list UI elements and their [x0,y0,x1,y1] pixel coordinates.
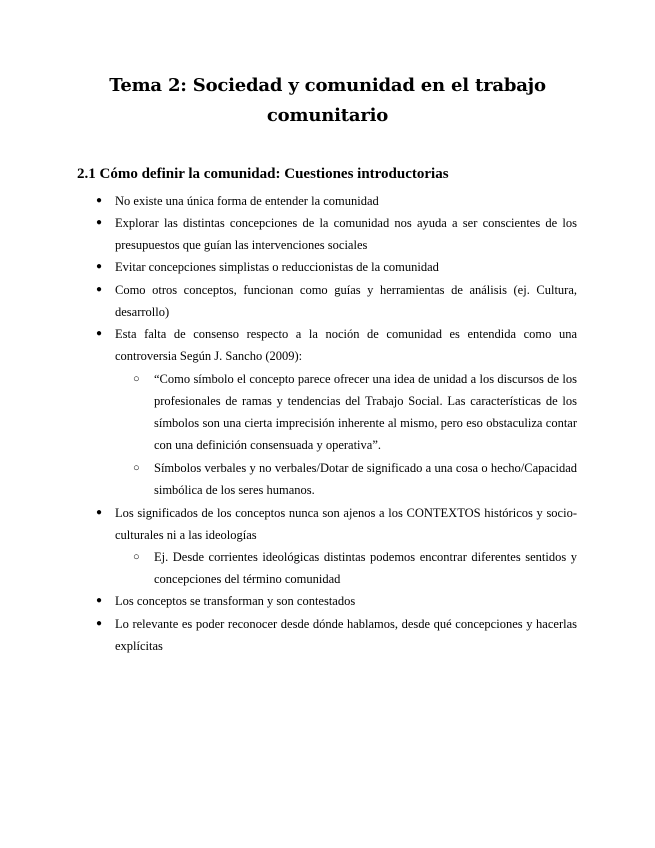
list-item: Explorar las distintas concepciones de la comunidad nos ayuda a ser conscientes de los presupuestos que guían las intervenciones sociales [115,216,577,252]
sub-list-item: “Como símbolo el concepto parece ofrecer una idea de unidad a los discursos de los profesionales de ramas y tendencias del Trabajo Social. Las características de los símbolos son una cierta imprecisión inherente al mismo, pero eso obstaculiza contar con una definición consensuada y operativa”. [154,372,577,452]
page-title-line-2: comunitario [266,105,389,126]
sub-bullet-marker: ○ [133,551,140,563]
sub-bullet-marker: ○ [133,373,140,385]
bullet-marker: ● [96,195,103,206]
sub-bullet-marker: ○ [133,462,140,474]
bullet-marker: ● [96,618,103,629]
bullet-marker: ● [96,217,103,228]
list-item: Lo relevante es poder reconocer desde dónde hablamos, desde qué concepciones y hacerlas explícitas [115,617,577,653]
bullet-marker: ● [96,507,103,518]
list-item: No existe una única forma de entender la comunidad [115,194,379,208]
bullet-marker: ● [96,284,103,295]
list-item: Como otros conceptos, funcionan como guías y herramientas de análisis (ej. Cultura, desarrollo) [115,283,577,319]
section-heading: 2.1 Cómo definir la comunidad: Cuestiones introductorias [77,166,449,182]
list-item: Los conceptos se transforman y son contestados [115,594,356,608]
sub-list-item: Ej. Desde corrientes ideológicas distintas podemos encontrar diferentes sentidos y concepciones del término comunidad [154,550,577,586]
bullet-marker: ● [96,328,103,339]
list-item: Esta falta de consenso respecto a la noción de comunidad es entendida como una controversia Según J. Sancho (2009): [115,327,577,363]
page-title-line-1: Tema 2: Sociedad y comunidad en el trabajo [109,75,546,96]
bullet-marker: ● [96,595,103,606]
list-item: Evitar concepciones simplistas o reduccionistas de la comunidad [115,260,439,274]
bullet-marker: ● [96,261,103,272]
sub-list-item: Símbolos verbales y no verbales/Dotar de significado a una cosa o hecho/Capacidad simbólica de los seres humanos. [154,461,577,497]
list-item: Los significados de los conceptos nunca son ajenos a los CONTEXTOS históricos y socio-culturales ni a las ideologías [115,506,577,542]
